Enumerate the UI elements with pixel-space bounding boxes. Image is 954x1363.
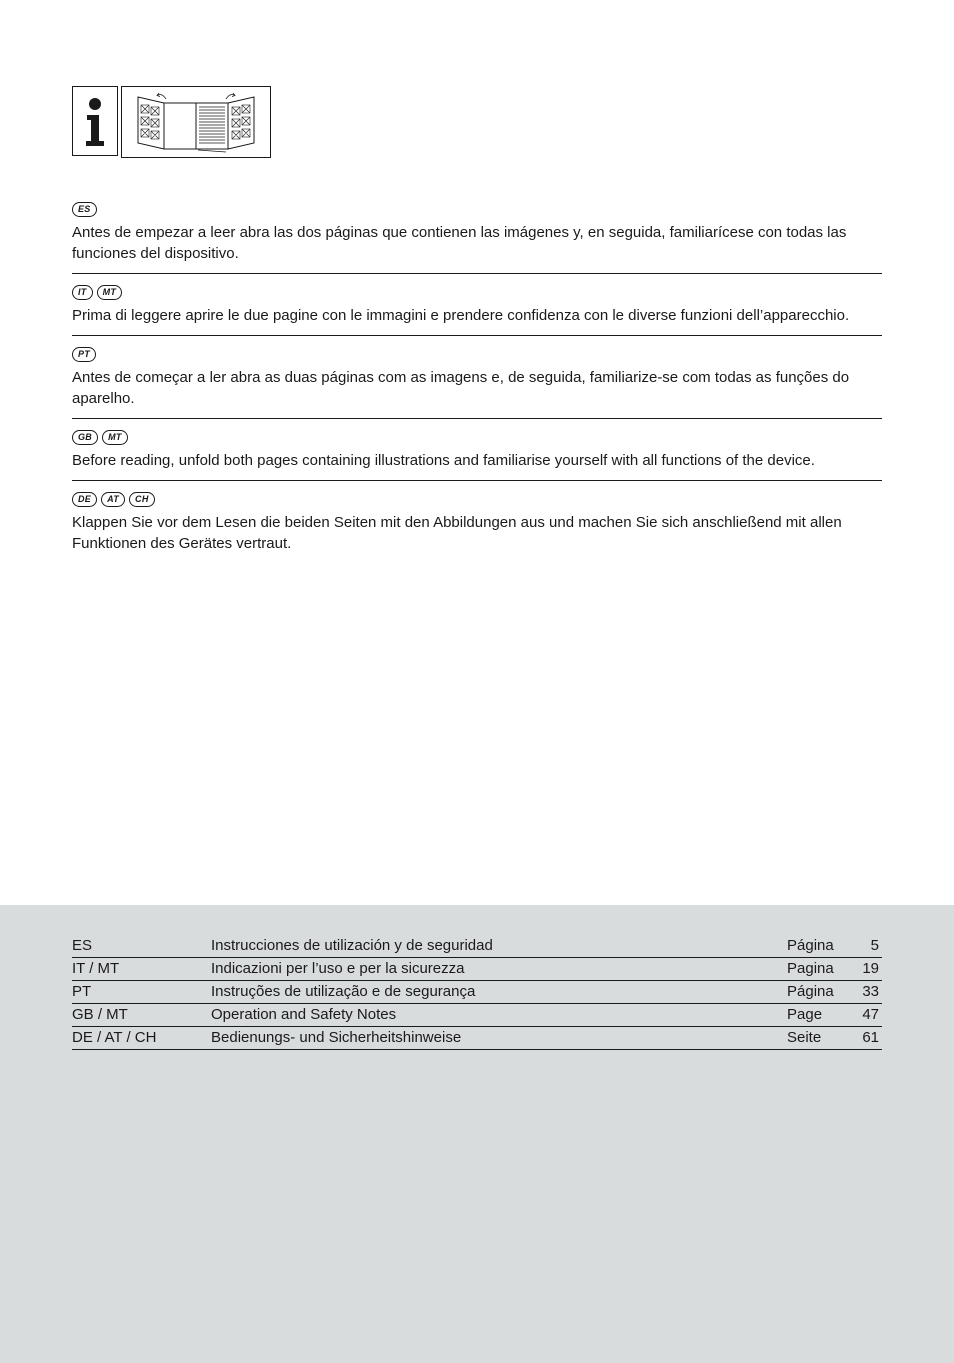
- toc-page-label: Página: [787, 937, 834, 954]
- toc-row[interactable]: [72, 935, 882, 958]
- language-flags: [72, 428, 882, 446]
- toc-language: DE / AT / CH: [72, 1029, 157, 1046]
- divider: [72, 335, 882, 336]
- section-text: Klappen Sie vor dem Lesen die beiden Seiten mit den Abbildungen aus und machen Sie sich anschließend mit allen Funktionen des Gerätes vertraut.: [72, 514, 842, 552]
- flag-badge: MT: [102, 430, 128, 445]
- flag-badge: AT: [101, 492, 125, 507]
- toc-language: GB / MT: [72, 1006, 128, 1023]
- unfold-pages-icon: [121, 86, 271, 158]
- toc-language: IT / MT: [72, 960, 120, 977]
- section-text: Prima di leggere aprire le due pagine con le immagini e prendere confidenza con le diverse funzioni dell’apparecchio.: [72, 307, 850, 324]
- divider: [72, 480, 882, 481]
- toc-title: Bedienungs- und Sicherheitshinweise: [211, 1029, 462, 1046]
- flag-badge: PT: [72, 347, 96, 362]
- toc-page-number: 5: [870, 937, 879, 954]
- table-of-contents: [72, 935, 882, 1050]
- flag-badge: DE: [72, 492, 97, 507]
- section-de: [72, 490, 882, 554]
- toc-page-label: Pagina: [787, 960, 834, 977]
- divider: [72, 418, 882, 419]
- toc-page-label: Seite: [787, 1029, 822, 1046]
- toc-page-label: Page: [787, 1006, 823, 1023]
- toc-title: Indicazioni per l’uso e per la sicurezza: [211, 960, 465, 977]
- section-pt: [72, 345, 882, 409]
- toc-page-number: 61: [862, 1029, 879, 1046]
- toc-language: PT: [72, 983, 92, 1000]
- flag-badge: IT: [72, 285, 93, 300]
- section-text: Before reading, unfold both pages containing illustrations and familiarise yourself with all functions of the device.: [72, 452, 815, 469]
- toc-title: Instruções de utilização e de segurança: [211, 983, 476, 1000]
- section-text: Antes de empezar a leer abra las dos páginas que contienen las imágenes y, en seguida, familiarícese con todas las funciones del dispositivo.: [72, 224, 847, 262]
- flag-badge: GB: [72, 430, 98, 445]
- toc-page-label: Página: [787, 983, 834, 1000]
- toc-title: Operation and Safety Notes: [211, 1006, 397, 1023]
- divider: [72, 273, 882, 274]
- toc-row[interactable]: [72, 981, 882, 1004]
- language-flags: [72, 283, 882, 301]
- language-flags: [72, 345, 882, 363]
- language-flags: [72, 490, 882, 508]
- language-flags: [72, 200, 882, 218]
- toc-row[interactable]: [72, 958, 882, 981]
- toc-language: ES: [72, 937, 93, 954]
- info-icon: [72, 86, 118, 156]
- flag-badge: MT: [97, 285, 123, 300]
- toc-row[interactable]: [72, 1004, 882, 1027]
- flag-badge: CH: [129, 492, 155, 507]
- toc-title: Instrucciones de utilización y de seguridad: [211, 937, 493, 954]
- toc-page-number: 19: [862, 960, 879, 977]
- language-intro: [72, 200, 882, 554]
- toc-row[interactable]: [72, 1027, 882, 1050]
- section-es: [72, 200, 882, 264]
- toc-page-number: 47: [862, 1006, 879, 1023]
- flag-badge: ES: [72, 202, 97, 217]
- section-it: [72, 283, 882, 326]
- toc-page-number: 33: [862, 983, 879, 1000]
- section-text: Antes de começar a ler abra as duas páginas com as imagens e, de seguida, familiarize-se com todas as funções do aparelho.: [72, 369, 850, 407]
- section-gb: [72, 428, 882, 471]
